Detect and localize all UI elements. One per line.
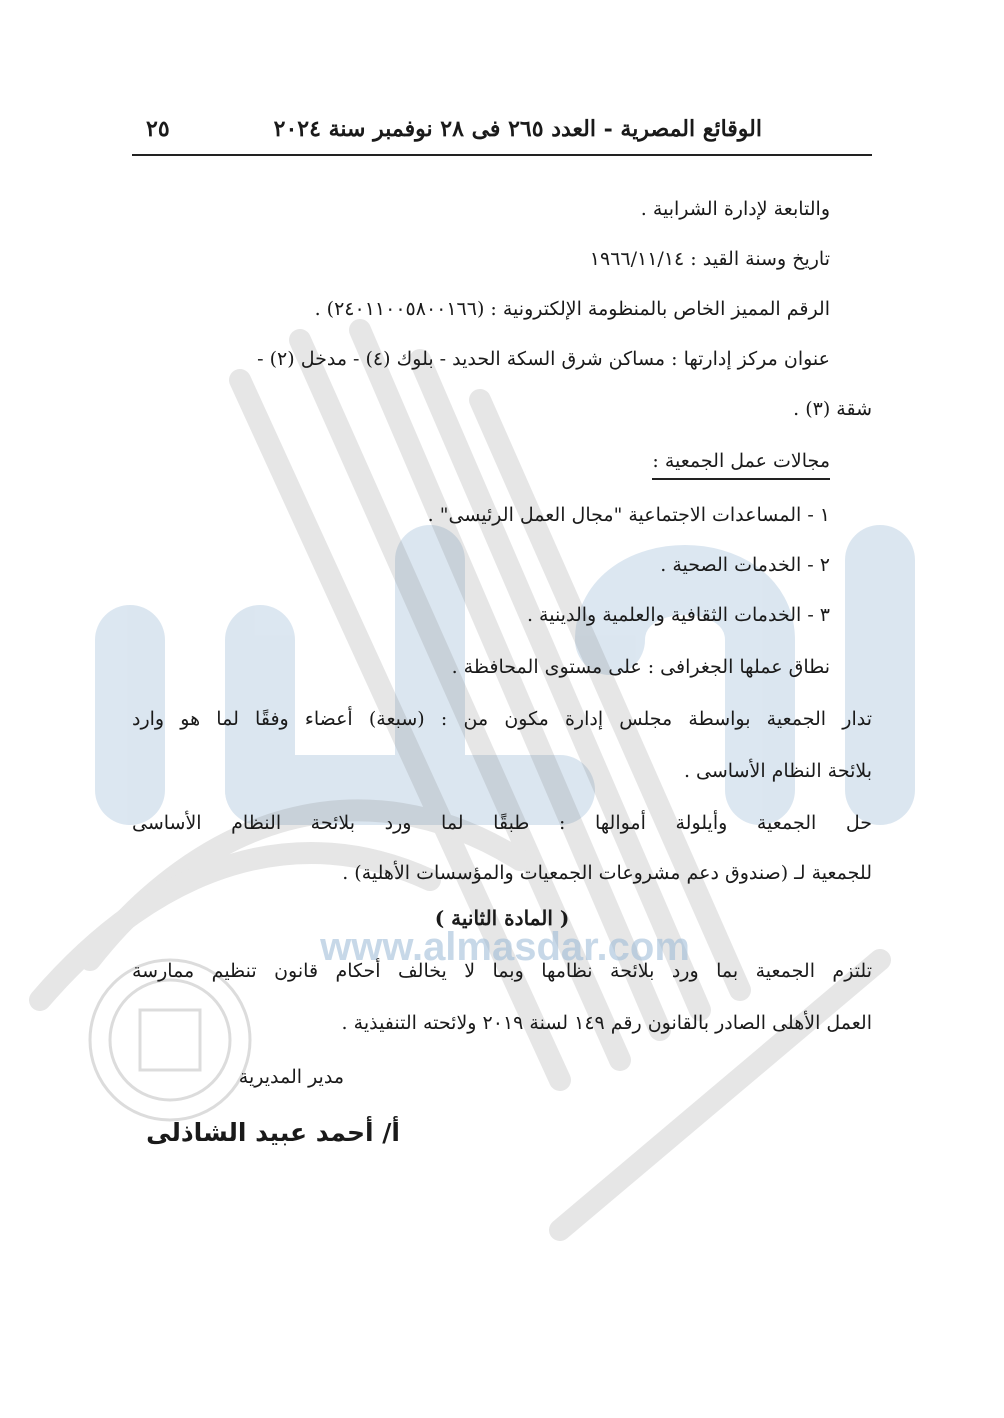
article-title: ( المادة الثانية ) <box>434 906 570 930</box>
list-item: ١ - المساعدات الاجتماعية "مجال العمل الرئيسى" . <box>427 504 830 526</box>
list-item: ٢ - الخدمات الصحية . <box>660 554 830 576</box>
text-line: والتابعة لإدارة الشرابية . <box>640 198 830 220</box>
article-text: تلتزم الجمعية بما ورد بلائحة نظامها وبما لا يخالف أحكام قانون تنظيم ممارسة <box>132 960 872 982</box>
article-text-cont: العمل الأهلى الصادر بالقانون رقم ١٤٩ لسنة ٢٠١٩ ولائحته التنفيذية . <box>341 1012 872 1034</box>
signer-name: أ/ أحمد عبيد الشاذلى <box>146 1118 400 1147</box>
registration-date: تاريخ وسنة القيد : ١٩٦٦/١١/١٤ <box>589 248 830 270</box>
page-header <box>132 110 872 156</box>
electronic-id: الرقم المميز الخاص بالمنظومة الإلكترونية : (٢٤٠١١٠٠٥٨٠٠١٦٦) . <box>314 298 830 320</box>
fields-heading: مجالات عمل الجمعية : <box>652 450 830 480</box>
header-title: الوقائع المصرية - العدد ٢٦٥ فى ٢٨ نوفمبر سنة ٢٠٢٤ <box>273 116 762 142</box>
signer-role: مدير المديرية <box>238 1066 344 1088</box>
board-text: تدار الجمعية بواسطة مجلس إدارة مكون من : (سبعة) أعضاء وفقًا لما هو وارد <box>132 708 872 730</box>
board-text-cont: بلائحة النظام الأساسى . <box>683 760 872 782</box>
dissolution-text-cont: للجمعية لـ (صندوق دعم مشروعات الجمعيات والمؤسسات الأهلية) . <box>342 862 872 884</box>
watermark-url: www.almasdar.com <box>320 925 690 969</box>
dissolution-text: حل الجمعية وأيلولة أموالها : طبقًا لما ورد بلائحة النظام الأساسى <box>132 812 872 834</box>
address-line: عنوان مركز إدارتها : مساكن شرق السكة الحديد - بلوك (٤) - مدخل (٢) - <box>257 348 830 370</box>
list-item: ٣ - الخدمات الثقافية والعلمية والدينية . <box>526 604 830 626</box>
page-number: ٢٥ <box>146 116 170 142</box>
fields-heading-wrap <box>652 452 830 471</box>
address-line-cont: شقة (٣) . <box>793 398 872 420</box>
geographic-scope: نطاق عملها الجغرافى : على مستوى المحافظة . <box>451 656 830 678</box>
